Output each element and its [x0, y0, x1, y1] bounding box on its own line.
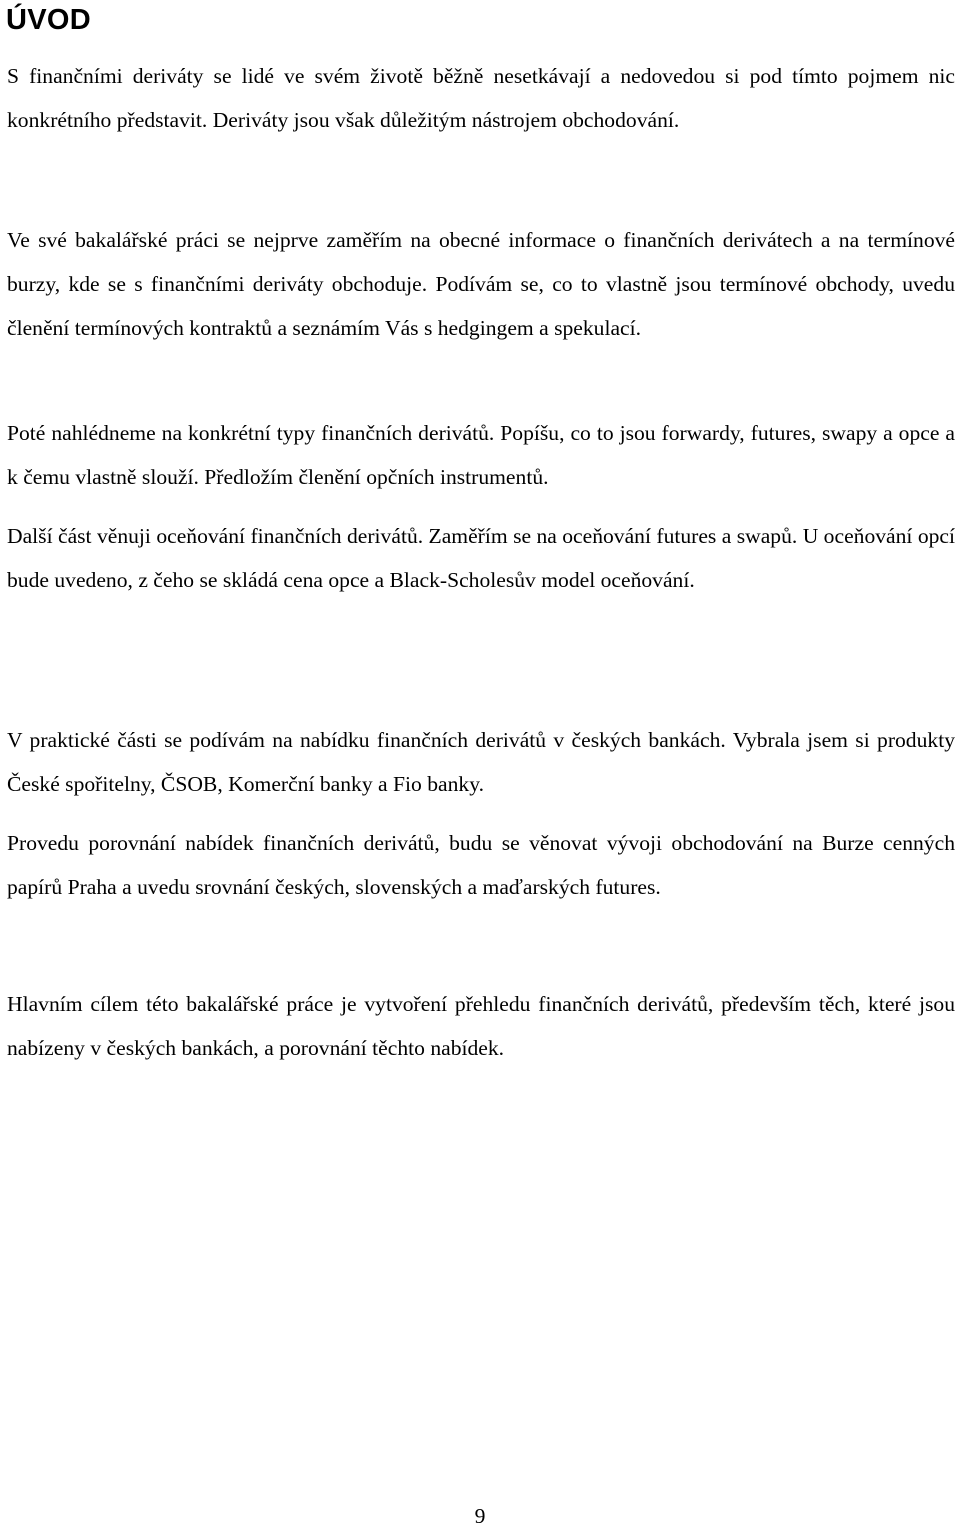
paragraph-comparison: Provedu porovnání nabídek finančních derivátů, budu se věnovat vývoji obchodování na Burze cenných papírů Praha a uvedu srovnání českých, slovenských a maďarských futures. — [7, 831, 955, 899]
paragraph-intro: S finančními deriváty se lidé ve svém životě běžně nesetkávají a nedovedou si pod tímto pojmem nic konkrétního představit. Deriváty jsou však důležitým nástrojem obchodování. — [7, 64, 955, 132]
chapter-heading: ÚVOD — [6, 4, 91, 36]
page-number: 9 — [474, 1504, 486, 1528]
paragraph-valuation: Další část věnuji oceňování finančních derivátů. Zaměřím se na oceňování futures a swapů. U oceňování opcí bude uvedeno, z čeho se skládá cena opce a Black-Scholesův model oceňování. — [7, 524, 955, 592]
paragraph-thesis-overview: Ve své bakalářské práci se nejprve zaměřím na obecné informace o finančních derivátech a na termínové burzy, kde se s finančními deriváty obchoduje. Podívám se, co to vlastně jsou termínové obchody, uvedu členění termínových kontraktů a seznámím Vás s hedgingem a spekulací. — [7, 228, 955, 340]
paragraph-main-goal: Hlavním cílem této bakalářské práce je vytvoření přehledu finančních derivátů, především těch, které jsou nabízeny v českých bankách, a porovnání těchto nabídek. — [7, 992, 955, 1060]
paragraph-practical-part: V praktické části se podívám na nabídku finančních derivátů v českých bankách. Vybrala jsem si produkty České spořitelny, ČSOB, Komerční banky a Fio banky. — [7, 728, 955, 796]
paragraph-derivative-types: Poté nahlédneme na konkrétní typy finančních derivátů. Popíšu, co to jsou forwardy, futures, swapy a opce a k čemu vlastně slouží. Předložím členění opčních instrumentů. — [7, 421, 955, 489]
